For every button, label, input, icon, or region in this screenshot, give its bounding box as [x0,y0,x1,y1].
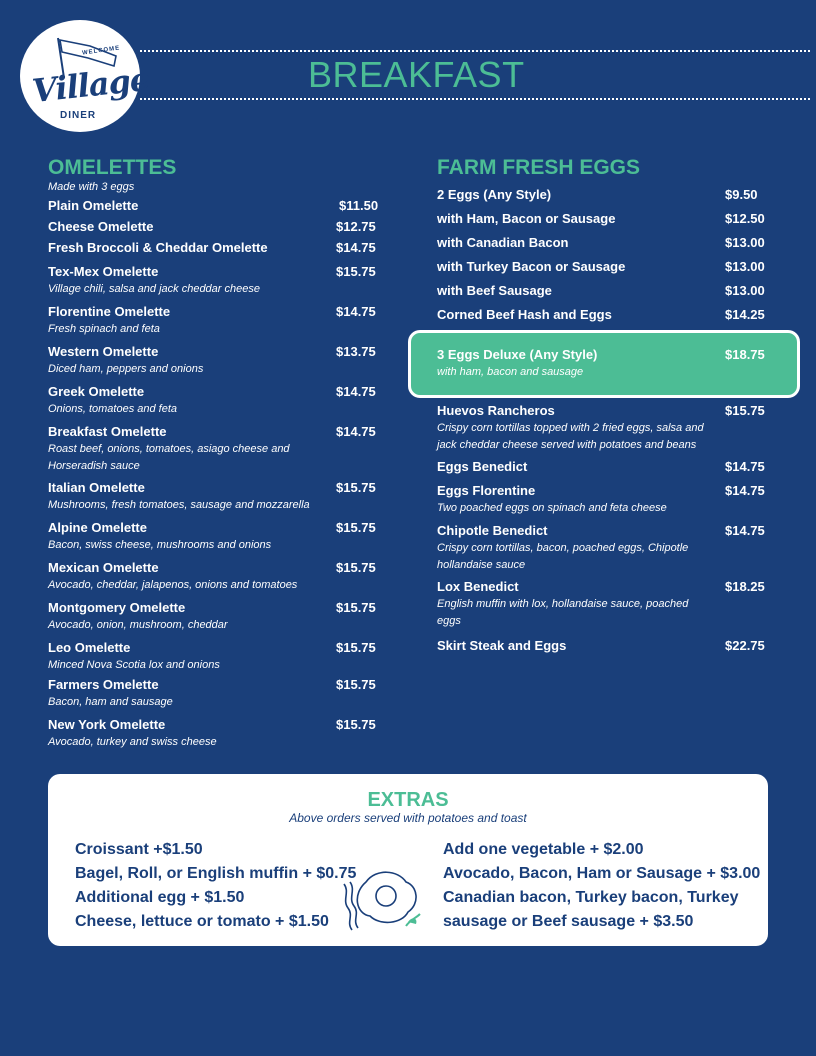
menu-item-name: Skirt Steak and Eggs [437,638,567,653]
menu-item-name: New York Omelette [48,717,166,732]
menu-item-price: $14.75 [336,304,376,319]
menu-item-name: with Ham, Bacon or Sausage [437,211,616,226]
menu-item-name: Italian Omelette [48,480,145,495]
omelettes-note: Made with 3 eggs [48,181,135,193]
menu-item-price: $15.75 [336,677,376,692]
menu-item [48,520,318,554]
menu-item-price: $9.50 [725,187,758,202]
extra-item: Add one vegetable + $2.00 [443,841,644,858]
menu-item-price: $15.75 [336,600,376,615]
logo-diner-text: DINER [60,110,97,121]
menu-item-description: Bacon, swiss cheese, mushrooms and onions [48,539,272,551]
menu-item-name: Corned Beef Hash and Eggs [437,307,612,322]
menu-item-description: Avocado, turkey and swiss cheese [48,736,217,748]
menu-item [437,403,707,454]
menu-item-price: $15.75 [725,403,765,418]
menu-item [437,483,707,517]
menu-item-name: Cheese Omelette [48,219,154,234]
menu-item-description: Onions, tomatoes and feta [48,403,178,415]
menu-item-price: $11.50 [339,198,379,213]
menu-item-price: $14.75 [336,424,376,439]
menu-item [437,187,707,203]
menu-item-description: Crispy corn tortillas topped with 2 fried eggs, salsa and jack cheddar cheese served with potatoes and beans [437,422,704,451]
menu-item-description: Avocado, cheddar, jalapenos, onions and tomatoes [48,579,298,591]
menu-item-name: Western Omelette [48,344,159,359]
menu-item [437,259,707,275]
menu-item [48,677,318,711]
menu-item-name: Lox Benedict [437,579,519,594]
menu-item-price: $13.75 [336,344,376,359]
menu-item-name: Mexican Omelette [48,560,159,575]
menu-item-name: 2 Eggs (Any Style) [437,187,552,202]
menu-item [437,235,707,251]
menu-item-price: $14.75 [725,483,765,498]
menu-item [48,198,318,214]
menu-item [48,424,318,475]
menu-item-name: Huevos Rancheros [437,403,555,418]
menu-item-price: $14.75 [725,523,765,538]
menu-item [48,640,318,674]
menu-item-name: Fresh Broccoli & Cheddar Omelette [48,240,268,255]
menu-item-price: $15.75 [336,717,376,732]
extra-item: Additional egg + $1.50 [75,889,245,906]
extras-panel [48,774,768,946]
menu-item [48,264,318,298]
menu-item-price: $14.25 [725,307,765,322]
menu-item-name: Leo Omelette [48,640,131,655]
menu-item-price: $15.75 [336,560,376,575]
page-title: BREAKFAST [308,54,525,95]
extra-item: Cheese, lettuce or tomato + $1.50 [75,913,329,930]
menu-item-name: Chipotle Benedict [437,523,548,538]
menu-item-description: with ham, bacon and sausage [437,366,584,378]
menu-item-price: $13.00 [725,235,765,250]
menu-item-price: $12.50 [725,211,765,226]
menu-item [48,480,318,514]
menu-item-name: Montgomery Omelette [48,600,186,615]
extra-item: Bagel, Roll, or English muffin + $0.75 [75,865,357,882]
menu-item [48,240,318,256]
menu-item-price: $15.75 [336,480,376,495]
menu-item-description: Roast beef, onions, tomatoes, asiago cheese and Horseradish sauce [48,443,290,472]
extras-heading: EXTRAS [367,789,449,811]
menu-item-name: with Beef Sausage [437,283,552,298]
menu-item [437,283,707,299]
menu-item-name: Alpine Omelette [48,520,147,535]
menu-item-price: $12.75 [336,219,376,234]
menu-item [48,717,318,751]
menu-item-price: $15.75 [336,520,376,535]
menu-item [437,211,707,227]
menu-item-name: Eggs Benedict [437,459,528,474]
logo-welcome-text: WELCOME [81,45,121,57]
menu-item-description: Fresh spinach and feta [48,323,160,335]
menu-item [437,347,707,381]
extra-item: sausage or Beef sausage + $3.50 [443,913,694,930]
menu-item [437,459,707,475]
menu-item-description: English muffin with lox, hollandaise sauce, poached eggs [437,598,689,627]
extras-note: Above orders served with potatoes and toast [289,811,527,825]
menu-item [48,384,318,418]
menu-item [48,600,318,634]
menu-item-name: Farmers Omelette [48,677,159,692]
menu-item-name: Greek Omelette [48,384,145,399]
village-diner-logo [20,20,151,132]
menu-item-price: $18.75 [725,347,765,362]
menu-item [48,560,318,594]
extra-item: Croissant +$1.50 [75,841,203,858]
menu-item-name: with Canadian Bacon [437,235,569,250]
menu-item [437,638,707,654]
menu-item-description: Crispy corn tortillas, bacon, poached eggs, Chipotle hollandaise sauce [437,542,689,571]
menu-item-name: Plain Omelette [48,198,139,213]
eggs-heading: FARM FRESH EGGS [437,156,641,179]
menu-item [437,523,707,574]
menu-item-name: Breakfast Omelette [48,424,167,439]
menu-item-name: Tex-Mex Omelette [48,264,159,279]
menu-item [437,579,707,630]
menu-item-price: $13.00 [725,283,765,298]
fried-egg-bacon-icon [336,864,426,934]
menu-item-price: $15.75 [336,640,376,655]
extra-item: Canadian bacon, Turkey bacon, Turkey [443,889,739,906]
extra-item: Avocado, Bacon, Ham or Sausage + $3.00 [443,865,761,882]
menu-item-name: with Turkey Bacon or Sausage [437,259,626,274]
menu-item-name: Florentine Omelette [48,304,171,319]
menu-item-name: Eggs Florentine [437,483,536,498]
menu-item-description: Village chili, salsa and jack cheddar cheese [48,283,260,295]
menu-item-description: Avocado, onion, mushroom, cheddar [48,619,228,631]
menu-item [48,219,318,235]
menu-item-name: 3 Eggs Deluxe (Any Style) [437,347,598,362]
menu-item-price: $22.75 [725,638,765,653]
menu-item [48,344,318,378]
menu-item-description: Two poached eggs on spinach and feta cheese [437,502,667,514]
menu-item-description: Diced ham, peppers and onions [48,363,204,375]
logo-village-text: Village [30,59,151,111]
menu-item-price: $14.75 [336,240,376,255]
menu-item-description: Bacon, ham and sausage [48,696,173,708]
bottom-dotted-divider [140,98,810,100]
menu-item-description: Minced Nova Scotia lox and onions [48,659,220,671]
menu-item [437,307,707,323]
menu-item-price: $14.75 [336,384,376,399]
omelettes-heading: OMELETTES [48,156,177,179]
menu-item-price: $15.75 [336,264,376,279]
menu-item-price: $13.00 [725,259,765,274]
menu-item-price: $14.75 [725,459,765,474]
menu-item [48,304,318,338]
menu-item-price: $18.25 [725,579,765,594]
menu-item-description: Mushrooms, fresh tomatoes, sausage and mozzarella [48,499,310,511]
top-dotted-divider [140,50,810,52]
